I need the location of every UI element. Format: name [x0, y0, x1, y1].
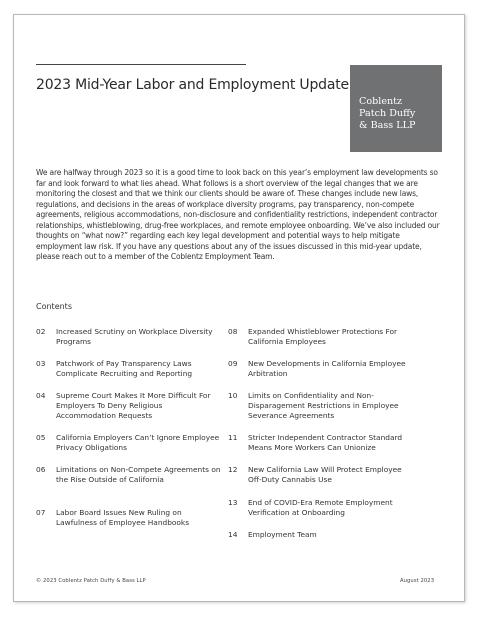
toc-title: Expanded Whistleblower Protections For California Employees	[248, 327, 398, 346]
toc-page-number: 14	[228, 530, 238, 539]
page-title: 2023 Mid-Year Labor and Employment Update	[36, 77, 349, 93]
footer-date: August 2023	[400, 578, 435, 584]
toc-title: New California Law Will Protect Employee Off-Duty Cannabis Use	[248, 465, 402, 484]
toc-page-number: 07	[36, 508, 46, 517]
toc-page-number: 02	[36, 327, 46, 336]
toc-page-number: 05	[36, 433, 46, 442]
toc-title: Supreme Court Makes It More Difficult For Employers To Deny Religious Accommodation Requests	[56, 391, 211, 420]
firm-logo	[350, 65, 442, 152]
toc-title: End of COVID-Era Remote Employment Verification at Onboarding	[248, 498, 393, 517]
toc-title: New Developments in California Employee Arbitration	[248, 359, 406, 378]
toc-title: Stricter Independent Contractor Standard Means More Workers Can Unionize	[248, 433, 403, 452]
document-page	[13, 14, 465, 602]
logo-line-1: Coblentz	[359, 96, 403, 107]
toc-title: Employment Team	[248, 530, 317, 539]
footer-copyright: © 2023 Coblentz Patch Duffy & Bass LLP	[36, 578, 146, 584]
logo-line-2: Patch Duffy	[359, 108, 416, 119]
toc-page-number: 11	[228, 433, 238, 442]
toc-page-number: 08	[228, 327, 238, 336]
toc-page-number: 04	[36, 391, 46, 400]
toc-title: Labor Board Issues New Ruling on Lawfulness of Employee Handbooks	[56, 508, 190, 527]
intro-paragraph: We are halfway through 2023 so it is a good time to look back on this year’s employment law developments so far and look forward to what lies ahead. What follows is a short overview of the legal changes that we are monitoring the closest and that we think our clients should be aware of. These changes include new laws, regulations, and decisions in the areas of workplace diversity programs, pay transparency, non-compete agreements, religious accommodations, non-disclosure and confidentiality restrictions, independent contractor relationships, whistleblowing, drug-free workplaces, and remote employee onboarding. We’ve also included our thoughts on “what now?” regarding each key legal development and potential ways to help mitigate employment law risk. If you have any questions about any of the issues discussed in this mid-year update, please reach out to a member of the Coblentz Employment Team.	[36, 168, 440, 261]
toc-page-number: 06	[36, 465, 46, 474]
toc-page-number: 10	[228, 391, 238, 400]
toc-title: Patchwork of Pay Transparency Laws Complicate Recruiting and Reporting	[56, 359, 193, 378]
logo-line-3: & Bass LLP	[359, 120, 416, 131]
toc-page-number: 12	[228, 465, 238, 474]
toc-page-number: 09	[228, 359, 238, 368]
toc-title: Limitations on Non-Compete Agreements on the Rise Outside of California	[56, 465, 221, 484]
contents-heading: Contents	[36, 302, 72, 311]
title-rule	[36, 64, 246, 65]
toc-title: California Employers Can’t Ignore Employee Privacy Obligations	[56, 433, 220, 452]
toc-page-number: 03	[36, 359, 46, 368]
toc-title: Limits on Confidentiality and Non-Disparagement Restrictions in Employee Severance Agreements	[248, 391, 399, 420]
toc-page-number: 13	[228, 498, 238, 507]
toc-title: Increased Scrutiny on Workplace Diversity Programs	[56, 327, 213, 346]
